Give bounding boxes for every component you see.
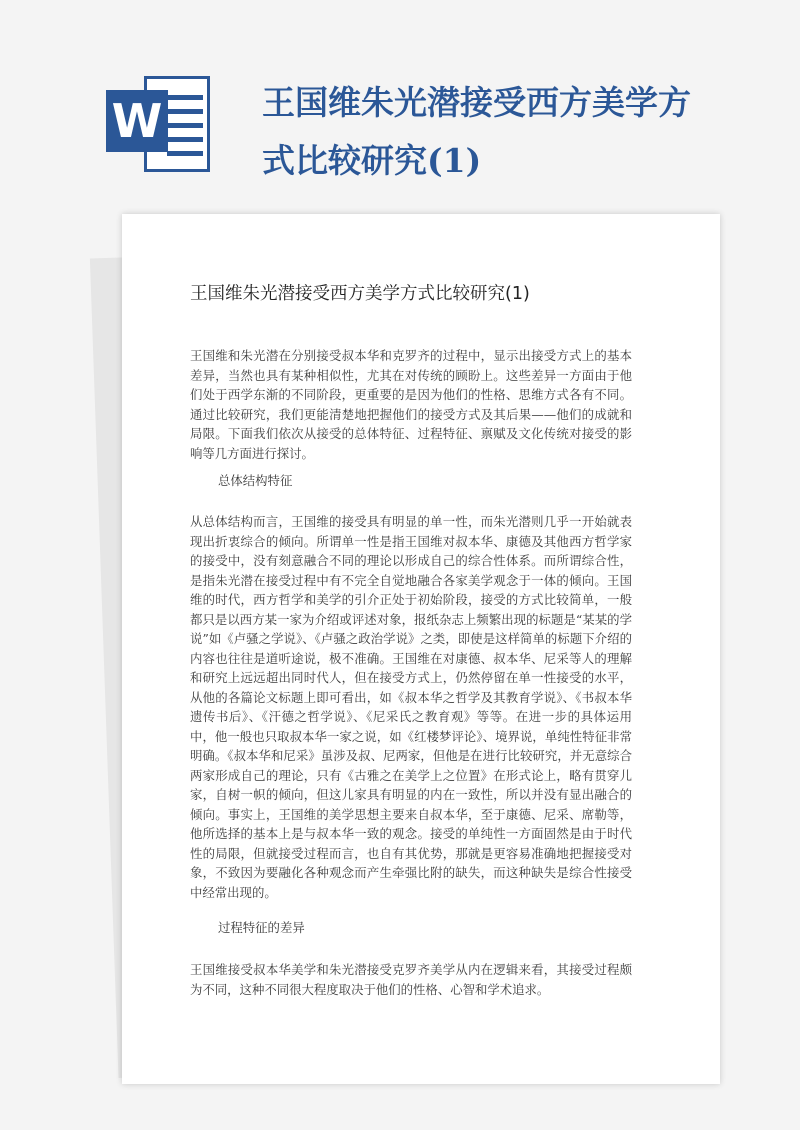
intro-paragraph: 王国维和朱光潜在分别接受叔本华和克罗齐的过程中，显示出接受方式上的基本差异，当然也具有某种相似性，尤其在对传统的顾盼上。这些差异一方面由于他们处于西学东渐的不同阶段，更重要的是因为他们的性格、思维方式各有不同。通过比较研究，我们更能清楚地把握他们的接受方式及其后果——他们的成就和局限。下面我们依次从接受的总体特征、过程特征、禀赋及文化传统对接受的影响等几方面进行探讨。 bbox=[190, 348, 632, 461]
page-title: 王国维朱光潜接受西方美学方式比较研究(1) bbox=[190, 284, 530, 304]
section-heading-process: 过程特征的差异 bbox=[218, 920, 305, 935]
section-heading-structure: 总体结构特征 bbox=[218, 473, 293, 488]
section-body-structure: 从总体结构而言，王国维的接受具有明显的单一性，而朱光潜则几乎一开始就表现出折衷综合的倾向。所谓单一性是指王国维对叔本华、康德及其他西方哲学家的接受中，没有刻意融合不同的理论以形成自己的综合性体系。而所谓综合性，是指朱光潜在接受过程中有不完全自觉地融合各家美学观念于一体的倾向。王国维的时代，西方哲学和美学的引介正处于初始阶段，接受的方式比较简单，一般都只是以西方某一家为介绍或评述对象，报纸杂志上频繁出现的标题是“某某的学说”如《卢骚之学说》、《卢骚之政治学说》之类，即使是这样简单的标题下介绍的内容也往往是道听途说，极不准确。王国维在对康德、叔本华、尼采等人的理解和研究上远远超出同时代人，但在接受方式上，仍然停留在单一性接受的水平，从他的各篇论文标题上即可看出，如《叔本华之哲学及其教育学说》、《书叔本华遗传书后》、《汗德之哲学说》、《尼采氏之教育观》等等。在进一步的具体运用中，他一般也只取叔本华一家之说，如《红楼梦评论》、境界说，单纯性特征非常明确。《叔本华和尼采》虽涉及叔、尼两家，但他是在进行比较研究，并无意综合两家形成自己的理论，只有《古雅之在美学上之位置》在形式论上，略有贯穿儿家，自树一帜的倾向，但这儿家具有明显的内在一致性，所以并没有显出融合的倾向。事实上，王国维的美学思想主要来自叔本华，至于康德、尼采、席勒等，他所选择的基本上是与叔本华一致的观念。接受的单纯性一方面固然是由于时代性的局限，但就接受过程而言，也自有其优势，那就是更容易准确地把握接受对象，不致因为要融化各种观念而产生牵强比附的缺失，而这种缺失是综合性接受中经常出现的。 bbox=[190, 514, 632, 900]
document-page bbox=[122, 214, 720, 1084]
section-body-process: 王国维接受叔本华美学和朱光潜接受克罗齐美学从内在逻辑来看，其接受过程颇为不同，这种不同很大程度取决于他们的性格、心智和学术追求。 bbox=[190, 962, 632, 997]
word-icon-line bbox=[167, 95, 203, 100]
word-icon-letter: W bbox=[106, 90, 168, 152]
header bbox=[0, 0, 800, 200]
word-icon-line bbox=[167, 123, 203, 128]
word-icon-line bbox=[167, 109, 203, 114]
word-icon-line bbox=[167, 151, 203, 156]
document-header-title: 王国维朱光潜接受西方美学方式比较研究(1) bbox=[262, 83, 691, 180]
word-icon-line bbox=[167, 137, 203, 142]
word-document-icon bbox=[106, 70, 214, 178]
